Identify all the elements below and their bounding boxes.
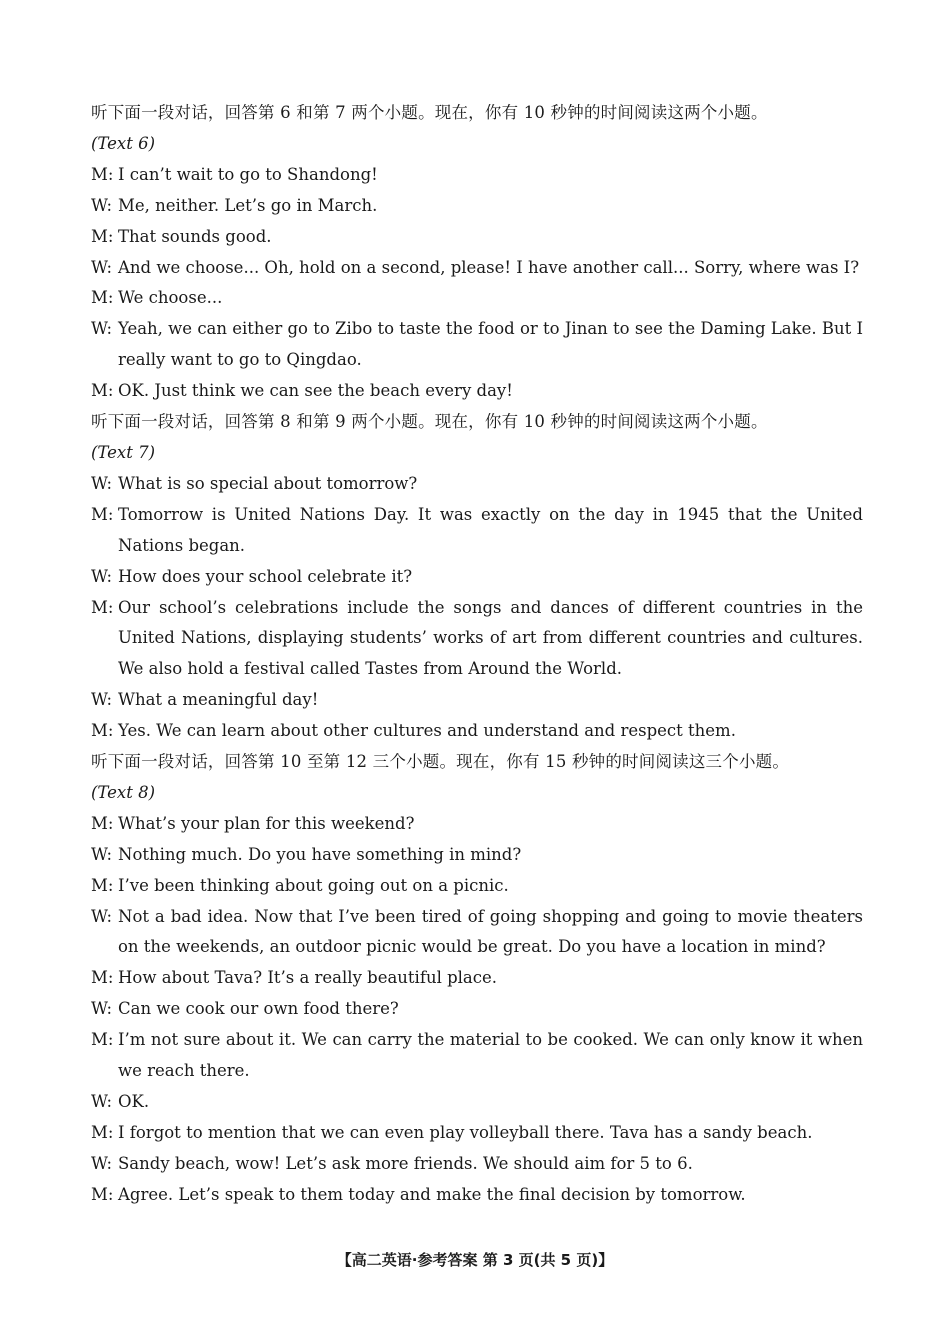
dialogue-line — [91, 283, 863, 314]
speaker: W: — [91, 844, 113, 864]
utterance: I’m not sure about it. We can carry the material to be cooked. We can only know it when we reach there. — [118, 1030, 863, 1081]
dialogue-line — [91, 593, 863, 686]
utterance: Tomorrow is United Nations Day. It was exactly on the day in 1945 that the United Nations began. — [118, 504, 863, 555]
utterance: Not a bad idea. Now that I’ve been tired of going shopping and going to movie theaters on the weekends, an outdoor picnic would be great. Do you have a location in mind? — [118, 906, 863, 957]
utterance: I forgot to mention that we can even play volleyball there. Tava has a sandy beach. — [118, 1122, 813, 1142]
speaker: M: — [91, 1184, 114, 1204]
dialogue-line — [91, 376, 863, 407]
dialogue-line — [91, 314, 863, 376]
speaker: W: — [91, 1092, 113, 1111]
transcript-page — [91, 98, 863, 1211]
utterance: OK. — [118, 1092, 150, 1111]
speaker: M: — [91, 381, 114, 401]
dialogue-line — [91, 500, 863, 562]
speaker: M: — [91, 875, 114, 895]
utterance: Can we cook our own food there? — [118, 999, 399, 1019]
speaker: M: — [91, 1030, 114, 1050]
utterance: How about Tava? It’s a really beautiful place. — [118, 968, 498, 988]
speaker: W: — [91, 999, 113, 1019]
dialogue-line — [91, 994, 863, 1025]
section-instruction: 听下面一段对话，回答第 6 和第 7 两个小题。现在，你有 10 秒钟的时间阅读这两个小题。 — [91, 103, 768, 122]
speaker: M: — [91, 721, 114, 741]
speaker: M: — [91, 288, 114, 308]
utterance: How does your school celebrate it? — [118, 566, 413, 586]
speaker: M: — [91, 813, 114, 833]
utterance: What a meaningful day! — [118, 690, 319, 710]
utterance: Our school’s celebrations include the songs and dances of different countries in the United Nations, displaying students’ works of art from different countries and cultures. We also hold a festival called Tastes from Around the World. — [118, 597, 863, 679]
speaker: M: — [91, 164, 114, 184]
utterance: Me, neither. Let’s go in March. — [118, 195, 378, 215]
speaker: W: — [91, 319, 113, 339]
utterance: And we choose... Oh, hold on a second, please! I have another call... Sorry, where was I? — [118, 257, 860, 277]
dialogue-line — [91, 1025, 863, 1087]
utterance: I can’t wait to go to Shandong! — [118, 164, 378, 184]
utterance: Yeah, we can either go to Zibo to taste the food or to Jinan to see the Daming Lake. But I really want to go to Qingdao. — [118, 319, 863, 370]
utterance: I’ve been thinking about going out on a picnic. — [118, 875, 509, 895]
utterance: Yes. We can learn about other cultures and understand and respect them. — [118, 721, 736, 741]
speaker: W: — [91, 473, 113, 493]
speaker: W: — [91, 1153, 113, 1173]
dialogue-line — [91, 685, 863, 716]
dialogue-line — [91, 562, 863, 593]
speaker: W: — [91, 566, 113, 586]
dialogue-line — [91, 160, 863, 191]
utterance: Sandy beach, wow! Let’s ask more friends. We should aim for 5 to 6. — [118, 1153, 693, 1173]
speaker: W: — [91, 195, 113, 215]
utterance: OK. Just think we can see the beach every day! — [118, 381, 513, 401]
speaker: W: — [91, 690, 113, 710]
speaker: W: — [91, 257, 113, 277]
dialogue-line — [91, 1180, 863, 1211]
utterance: Nothing much. Do you have something in mind? — [118, 844, 522, 864]
dialogue-line — [91, 191, 863, 222]
dialogue-line — [91, 1118, 863, 1149]
utterance: What’s your plan for this weekend? — [118, 813, 415, 833]
dialogue-line — [91, 253, 863, 284]
utterance: What is so special about tomorrow? — [118, 473, 418, 493]
dialogue-line — [91, 809, 863, 840]
utterance: We choose... — [118, 288, 223, 308]
dialogue-line — [91, 1087, 863, 1118]
dialogue-line — [91, 716, 863, 747]
utterance: That sounds good. — [118, 226, 272, 246]
speaker: M: — [91, 226, 114, 246]
dialogue-line — [91, 902, 863, 964]
dialogue-line — [91, 963, 863, 994]
dialogue-line — [91, 1149, 863, 1180]
text-label: (Text 8) — [91, 782, 156, 802]
text-label: (Text 7) — [91, 442, 156, 462]
speaker: W: — [91, 906, 113, 926]
dialogue-line — [91, 469, 863, 500]
text-label: (Text 6) — [91, 133, 156, 153]
utterance: Agree. Let’s speak to them today and make the final decision by tomorrow. — [118, 1184, 746, 1204]
speaker: M: — [91, 504, 114, 524]
speaker: M: — [91, 597, 114, 617]
speaker: M: — [91, 1122, 114, 1142]
speaker: M: — [91, 968, 114, 988]
section-instruction: 听下面一段对话，回答第 8 和第 9 两个小题。现在，你有 10 秒钟的时间阅读这两个小题。 — [91, 412, 768, 432]
dialogue-line — [91, 222, 863, 253]
dialogue-line — [91, 871, 863, 902]
page-footer: 【高二英语·参考答案 第 3 页(共 5 页)】 — [336, 1251, 614, 1269]
dialogue-line — [91, 840, 863, 871]
section-instruction: 听下面一段对话，回答第 10 至第 12 三个小题。现在，你有 15 秒钟的时间阅读这三个小题。 — [91, 752, 790, 772]
